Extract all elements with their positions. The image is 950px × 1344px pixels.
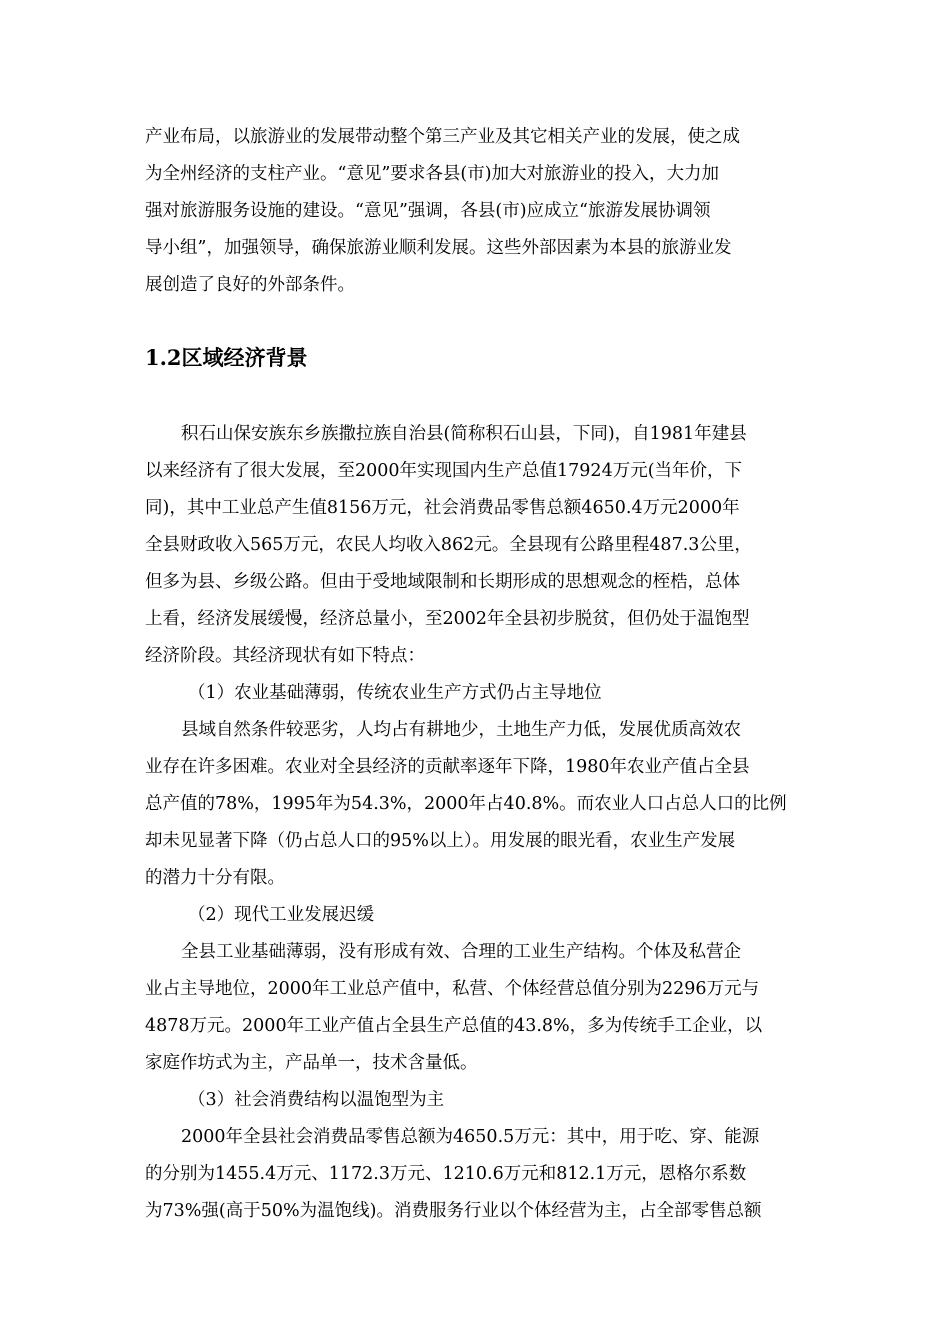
- point2-line-1: 全县工业基础薄弱，没有形成有效、合理的工业生产结构。个体及私营企: [181, 942, 741, 962]
- point3-heading: （3）社会消费结构以温饱型为主: [188, 1090, 445, 1110]
- intro-line-3: 强对旅游服务设施的建设。“意见”强调，各县(市)应成立“旅游发展协调领: [145, 201, 711, 221]
- economy-line-1: 积石山保安族东乡族撒拉族自治县(简称积石山县，下同)，自1981年建县: [181, 424, 747, 444]
- point1-line-1: 县域自然条件较恶劣，人均占有耕地少，土地生产力低，发展优质高效农: [181, 720, 741, 740]
- point2-heading: （2）现代工业发展迟缓: [188, 905, 375, 925]
- economy-line-4: 全县财政收入565万元，农民人均收入862元。全县现有公路里程487.3公里，: [145, 535, 752, 555]
- economy-line-5: 但多为县、乡级公路。但由于受地域限制和长期形成的思想观念的桎梏，总体: [145, 572, 740, 592]
- point2-line-2: 业占主导地位，2000年工业总产值中，私营、个体经营总值分别为2296万元与: [145, 979, 760, 999]
- economy-line-7: 经济阶段。其经济现状有如下特点：: [145, 646, 425, 666]
- point2-line-4: 家庭作坊式为主，产品单一，技术含量低。: [145, 1053, 478, 1073]
- intro-line-4: 导小组”，加强领导，确保旅游业顺利发展。这些外部因素为本县的旅游业发: [145, 238, 732, 258]
- intro-line-1: 产业布局，以旅游业的发展带动整个第三产业及其它相关产业的发展，使之成: [145, 127, 740, 147]
- point1-line-3: 总产值的78%，1995年为54.3%，2000年占40.8%。而农业人口占总人口的比例: [145, 794, 787, 814]
- point1-line-4: 却未见显著下降（仍占总人口的95%以上）。用发展的眼光看，农业生产发展: [145, 831, 736, 851]
- section-heading: 1.2区域经济背景: [145, 345, 308, 370]
- point1-line-2: 业存在许多困难。农业对全县经济的贡献率逐年下降，1980年农业产值占全县: [145, 757, 750, 777]
- point1-heading: （1）农业基础薄弱，传统农业生产方式仍占主导地位: [188, 683, 602, 703]
- economy-line-6: 上看，经济发展缓慢，经济总量小，至2002年全县初步脱贫，但仍处于温饱型: [145, 609, 750, 629]
- intro-line-2: 为全州经济的支柱产业。“意见”要求各县(市)加大对旅游业的投入，大力加: [145, 164, 720, 184]
- point1-line-5: 的潜力十分有限。: [145, 868, 285, 888]
- point2-line-3: 4878万元。2000年工业产值占全县生产总值的43.8%，多为传统手工企业，以: [145, 1016, 763, 1036]
- point3-line-1: 2000年全县社会消费品零售总额为4650.5万元：其中，用于吃、穿、能源: [181, 1127, 760, 1147]
- point3-line-3: 为73%强(高于50%为温饱线)。消费服务行业以个体经营为主，占全部零售总额: [145, 1201, 762, 1221]
- intro-line-5: 展创造了良好的外部条件。: [145, 275, 355, 295]
- economy-line-2: 以来经济有了很大发展，至2000年实现国内生产总值17924万元(当年价，下: [145, 461, 743, 481]
- economy-line-3: 同)，其中工业总产生值8156万元，社会消费品零售总额4650.4万元2000年: [145, 498, 740, 518]
- point3-line-2: 的分别为1455.4万元、1172.3万元、1210.6万元和812.1万元，恩格尔系数: [145, 1164, 747, 1184]
